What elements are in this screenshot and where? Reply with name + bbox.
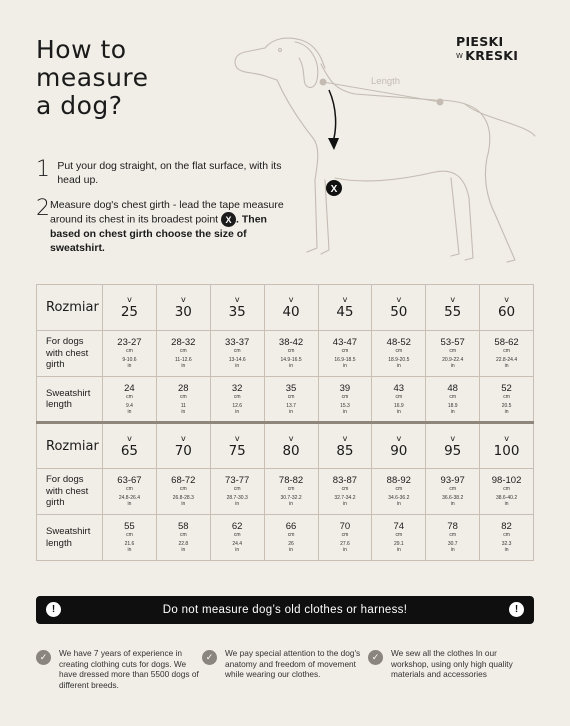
unit-in: in xyxy=(342,408,347,415)
length-in-value: 24.4 xyxy=(232,541,243,547)
size-cell xyxy=(103,423,157,469)
unit-cm: cm xyxy=(503,393,510,400)
chest-cell xyxy=(210,469,264,515)
chest-in-value: 13-14.6 xyxy=(228,357,246,363)
unit-cm: cm xyxy=(503,486,510,492)
chest-cell xyxy=(318,469,372,515)
length-in-value: 18.9 xyxy=(447,402,458,409)
length-in-value: 16.9 xyxy=(393,402,404,409)
chest-cm-value: 43-47 xyxy=(332,337,358,348)
length-cell xyxy=(210,515,264,561)
step-2 xyxy=(36,197,286,255)
length-cm-value: 62 xyxy=(231,521,243,532)
unit-cm: cm xyxy=(287,393,295,400)
unit-cm: cm xyxy=(287,532,295,538)
unit-in: in xyxy=(504,501,509,507)
size-cell xyxy=(480,285,534,331)
unit-in: in xyxy=(127,547,132,553)
unit-cm: cm xyxy=(179,532,187,538)
unit-in: in xyxy=(342,501,347,507)
length-cm-value: 82 xyxy=(501,521,512,532)
logo-line-2: KRESKI xyxy=(465,48,519,63)
logo-w: W xyxy=(456,52,464,60)
check-icon: ✓ xyxy=(202,650,217,665)
length-cell xyxy=(480,515,534,561)
step-number: 2 xyxy=(36,196,50,221)
unit-in: in xyxy=(342,547,347,553)
length-cm-value: 32 xyxy=(231,382,243,394)
chest-row xyxy=(37,469,534,515)
size-cell xyxy=(264,285,318,331)
unit-cm: cm xyxy=(179,393,187,400)
length-cell xyxy=(156,377,210,423)
x-point-label: X xyxy=(330,184,338,195)
chest-cell xyxy=(264,469,318,515)
length-cell xyxy=(103,515,157,561)
length-in-value: 21.6 xyxy=(124,541,135,547)
length-cm-value: 43 xyxy=(393,382,405,394)
size-cell xyxy=(426,285,480,331)
length-cell xyxy=(426,377,480,423)
size-value: 40 xyxy=(282,304,300,320)
chest-cm-value: 53-57 xyxy=(440,337,465,348)
unit-in: in xyxy=(181,408,186,415)
chest-cm-value: 58-62 xyxy=(494,337,519,348)
chest-cm-value: 48-52 xyxy=(386,337,411,348)
unit-in: in xyxy=(127,408,132,415)
size-marker: v xyxy=(450,433,456,443)
length-cm-value: 66 xyxy=(285,521,297,532)
unit-cm: cm xyxy=(179,486,187,492)
length-in-value: 12.6 xyxy=(232,402,243,409)
chest-label: For dogs with chest girth xyxy=(37,469,103,515)
chest-cm-value: 38-42 xyxy=(278,337,304,348)
title-line-2: measure xyxy=(36,63,149,92)
length-cell xyxy=(264,515,318,561)
step-text: Measure dog's chest girth - lead the tape measure around its chest in its broadest point xyxy=(50,199,284,226)
chest-cm-value: 28-32 xyxy=(171,337,196,348)
chest-cell xyxy=(156,331,210,377)
size-value: 75 xyxy=(228,442,246,459)
length-cell xyxy=(264,377,318,423)
unit-in: in xyxy=(289,363,294,369)
step-text-bold: . Then based on chest girth choose the size of sweatshirt. xyxy=(50,213,267,254)
size-marker: v xyxy=(288,433,294,443)
length-cm-value: 70 xyxy=(339,521,351,532)
size-value: 85 xyxy=(336,442,354,459)
chest-in-value: 16.9-18.5 xyxy=(334,357,356,363)
chest-cell xyxy=(156,469,210,515)
size-marker: v xyxy=(180,295,186,304)
length-in-value: 27.6 xyxy=(340,541,350,547)
length-cell xyxy=(156,515,210,561)
unit-cm: cm xyxy=(287,486,295,492)
unit-in: in xyxy=(504,547,509,553)
chest-cm-value: 63-67 xyxy=(117,475,142,486)
unit-in: in xyxy=(235,547,240,553)
chest-in-value: 11-12.6 xyxy=(175,357,192,363)
unit-in: in xyxy=(181,547,186,553)
length-cm-value: 58 xyxy=(178,521,189,532)
length-cm-value: 78 xyxy=(447,521,458,532)
length-cm-value: 74 xyxy=(393,521,405,532)
length-label: Sweatshirt length xyxy=(37,377,103,423)
unit-in: in xyxy=(289,547,294,553)
step-number: 1 xyxy=(36,157,50,182)
unit-cm: cm xyxy=(233,393,241,400)
unit-in: in xyxy=(396,363,401,369)
unit-in: in xyxy=(289,501,294,507)
feature-text: We sew all the clothes In our workshop, using only high quality materials and accessories xyxy=(391,648,513,679)
length-in-value: 32.3 xyxy=(501,541,512,547)
size-marker: v xyxy=(288,295,294,304)
unit-cm: cm xyxy=(233,532,241,538)
length-cell xyxy=(318,515,372,561)
chest-in-value: 26.8-28.3 xyxy=(172,495,194,501)
unit-in: in xyxy=(504,363,509,369)
unit-in: in xyxy=(235,363,240,369)
size-value: 50 xyxy=(390,304,408,320)
rozmiar-label: Rozmiar xyxy=(37,285,103,331)
chest-row xyxy=(37,331,534,377)
unit-in: in xyxy=(127,501,132,507)
size-cell xyxy=(156,423,210,469)
size-cell xyxy=(210,423,264,469)
unit-cm: cm xyxy=(126,348,133,354)
length-in-value: 11 xyxy=(180,402,186,409)
chest-label: For dogs with chest girth xyxy=(37,331,103,377)
check-icon: ✓ xyxy=(36,650,51,665)
length-in-value: 15.3 xyxy=(340,402,350,409)
unit-in: in xyxy=(396,501,401,507)
chest-in-value: 38.6-40.2 xyxy=(495,495,518,501)
chest-in-value: 32.7-34.2 xyxy=(334,495,356,501)
length-row xyxy=(37,515,534,561)
size-cell xyxy=(426,423,480,469)
size-value: 30 xyxy=(174,304,192,320)
chest-in-value: 24.8-26.4 xyxy=(118,495,140,501)
unit-in: in xyxy=(450,363,455,369)
length-label: Length xyxy=(371,76,401,87)
rozmiar-label: Rozmiar xyxy=(37,423,103,469)
size-table xyxy=(36,284,534,561)
chest-cell xyxy=(480,469,534,515)
chest-cell xyxy=(426,469,480,515)
chest-cm-value: 73-77 xyxy=(225,475,250,486)
length-cm-value: 48 xyxy=(447,382,458,394)
length-in-value: 26 xyxy=(288,541,294,547)
size-value: 35 xyxy=(228,304,246,320)
size-cell xyxy=(480,423,534,469)
chest-cm-value: 93-97 xyxy=(440,475,465,486)
unit-cm: cm xyxy=(503,348,510,354)
size-value: 45 xyxy=(336,304,354,320)
size-value: 80 xyxy=(282,442,300,459)
size-marker: v xyxy=(396,295,402,304)
length-in-value: 30.7 xyxy=(447,541,458,547)
feature-item xyxy=(368,648,534,690)
length-in-value: 29.1 xyxy=(393,541,404,547)
chest-in-value: 18.9-20.5 xyxy=(388,357,410,363)
unit-in: in xyxy=(235,501,240,507)
size-value: 70 xyxy=(174,442,192,459)
unit-cm: cm xyxy=(341,348,349,354)
length-label: Sweatshirt length xyxy=(37,515,103,561)
size-marker: v xyxy=(127,295,132,304)
length-cell xyxy=(210,377,264,423)
chest-cell xyxy=(103,331,157,377)
warning-icon: ! xyxy=(509,602,524,617)
chest-cm-value: 88-92 xyxy=(386,475,411,486)
warning-icon: ! xyxy=(46,602,61,617)
unit-cm: cm xyxy=(126,532,133,538)
step-1 xyxy=(36,158,286,187)
size-marker: v xyxy=(127,433,132,443)
length-cm-value: 24 xyxy=(124,382,135,394)
chest-cm-value: 83-87 xyxy=(332,475,358,486)
chest-in-value: 30.7-32.2 xyxy=(280,495,302,501)
length-cell xyxy=(318,377,372,423)
chest-in-value: 28.7-30.3 xyxy=(226,495,248,501)
logo-line-1: PIESKI xyxy=(456,34,504,49)
size-value: 55 xyxy=(444,304,462,320)
unit-cm: cm xyxy=(503,532,510,538)
features-list xyxy=(36,648,534,690)
size-value: 90 xyxy=(390,442,408,459)
unit-cm: cm xyxy=(341,486,349,492)
length-cm-value: 55 xyxy=(124,521,135,532)
chest-cell xyxy=(480,331,534,377)
unit-in: in xyxy=(450,501,455,507)
unit-cm: cm xyxy=(449,348,457,354)
size-marker: v xyxy=(504,433,509,443)
step-text: Put your dog straight, on the flat surface, with its head up. xyxy=(57,160,282,186)
length-cm-value: 52 xyxy=(501,382,512,394)
unit-in: in xyxy=(396,408,401,415)
unit-cm: cm xyxy=(287,348,295,354)
unit-cm: cm xyxy=(341,393,349,400)
chest-cell xyxy=(210,331,264,377)
chest-in-value: 22.8-24.4 xyxy=(495,357,518,363)
length-cell xyxy=(480,377,534,423)
unit-cm: cm xyxy=(179,348,187,354)
chest-cell xyxy=(372,469,426,515)
chest-in-value: 34.6-36.2 xyxy=(388,495,410,501)
length-cell xyxy=(372,515,426,561)
size-value: 65 xyxy=(120,442,139,459)
unit-cm: cm xyxy=(126,486,133,492)
length-cm-value: 28 xyxy=(178,382,189,394)
chest-cell xyxy=(426,331,480,377)
size-cell xyxy=(318,285,372,331)
feature-text: We have 7 years of experience in creating clothing cuts for dogs. We have dressed more than 5500 dogs of different breeds. xyxy=(59,648,199,690)
warning-banner xyxy=(36,596,534,624)
page-title xyxy=(36,36,149,120)
size-marker: v xyxy=(504,295,509,304)
size-row xyxy=(37,423,534,469)
size-marker: v xyxy=(342,295,348,304)
unit-in: in xyxy=(504,408,509,415)
size-value: 100 xyxy=(493,442,520,459)
feature-text: We pay special attention to the dog's anatomy and freedom of movement while wearing our clothes. xyxy=(225,648,361,679)
size-cell xyxy=(103,285,157,331)
size-marker: v xyxy=(396,433,402,443)
size-row xyxy=(37,285,534,331)
length-in-value: 20.5 xyxy=(501,402,512,409)
unit-in: in xyxy=(396,547,401,553)
size-marker: v xyxy=(342,433,348,443)
unit-cm: cm xyxy=(233,486,241,492)
length-in-value: 22.8 xyxy=(178,541,189,547)
chest-cm-value: 33-37 xyxy=(225,337,250,348)
unit-in: in xyxy=(127,363,132,369)
chest-cm-value: 68-72 xyxy=(171,475,196,486)
size-marker: v xyxy=(234,433,240,443)
steps-list xyxy=(36,158,286,265)
length-row xyxy=(37,377,534,423)
chest-cell xyxy=(103,469,157,515)
length-in-value: 9.4 xyxy=(125,402,133,409)
warning-text: Do not measure dog’s old clothes or harness! xyxy=(162,604,408,616)
unit-cm: cm xyxy=(395,486,403,492)
size-cell xyxy=(210,285,264,331)
feature-item xyxy=(36,648,202,690)
unit-in: in xyxy=(450,547,455,553)
length-cell xyxy=(103,377,157,423)
unit-cm: cm xyxy=(126,393,133,400)
unit-cm: cm xyxy=(449,393,457,400)
x-point-badge: X xyxy=(221,212,236,227)
size-value: 25 xyxy=(120,304,139,320)
unit-cm: cm xyxy=(395,393,403,400)
size-marker: v xyxy=(450,295,456,304)
chest-cm-value: 23-27 xyxy=(117,337,142,348)
unit-in: in xyxy=(342,363,347,369)
size-marker: v xyxy=(180,433,186,443)
unit-in: in xyxy=(289,408,294,415)
size-value: 95 xyxy=(444,442,462,459)
feature-item xyxy=(202,648,368,690)
chest-cell xyxy=(264,331,318,377)
length-cell xyxy=(372,377,426,423)
unit-cm: cm xyxy=(395,348,403,354)
chest-in-value: 9-10.6 xyxy=(122,357,137,363)
unit-cm: cm xyxy=(449,532,457,538)
length-in-value: 13.7 xyxy=(286,402,296,409)
size-value: 60 xyxy=(497,304,516,320)
check-icon: ✓ xyxy=(368,650,383,665)
chest-cm-value: 98-102 xyxy=(491,475,522,486)
size-cell xyxy=(318,423,372,469)
chest-cm-value: 78-82 xyxy=(278,475,304,486)
unit-in: in xyxy=(181,501,186,507)
chest-in-value: 14.9-16.5 xyxy=(280,357,302,363)
unit-cm: cm xyxy=(341,532,349,538)
chest-in-value: 20.9-22.4 xyxy=(442,357,464,363)
title-line-1: How to xyxy=(36,35,127,64)
unit-in: in xyxy=(235,408,240,415)
chest-in-value: 36.6-38.2 xyxy=(442,495,464,501)
size-chart xyxy=(36,284,534,561)
title-line-3: a dog? xyxy=(36,91,123,120)
unit-in: in xyxy=(450,408,455,415)
size-cell xyxy=(264,423,318,469)
chest-cell xyxy=(372,331,426,377)
unit-in: in xyxy=(181,363,186,369)
chest-cell xyxy=(318,331,372,377)
unit-cm: cm xyxy=(449,486,457,492)
length-cell xyxy=(426,515,480,561)
size-cell xyxy=(372,423,426,469)
size-cell xyxy=(156,285,210,331)
length-cm-value: 39 xyxy=(339,382,351,394)
unit-cm: cm xyxy=(395,532,403,538)
size-cell xyxy=(372,285,426,331)
unit-cm: cm xyxy=(233,348,241,354)
length-cm-value: 35 xyxy=(285,382,297,394)
size-marker: v xyxy=(234,295,240,304)
